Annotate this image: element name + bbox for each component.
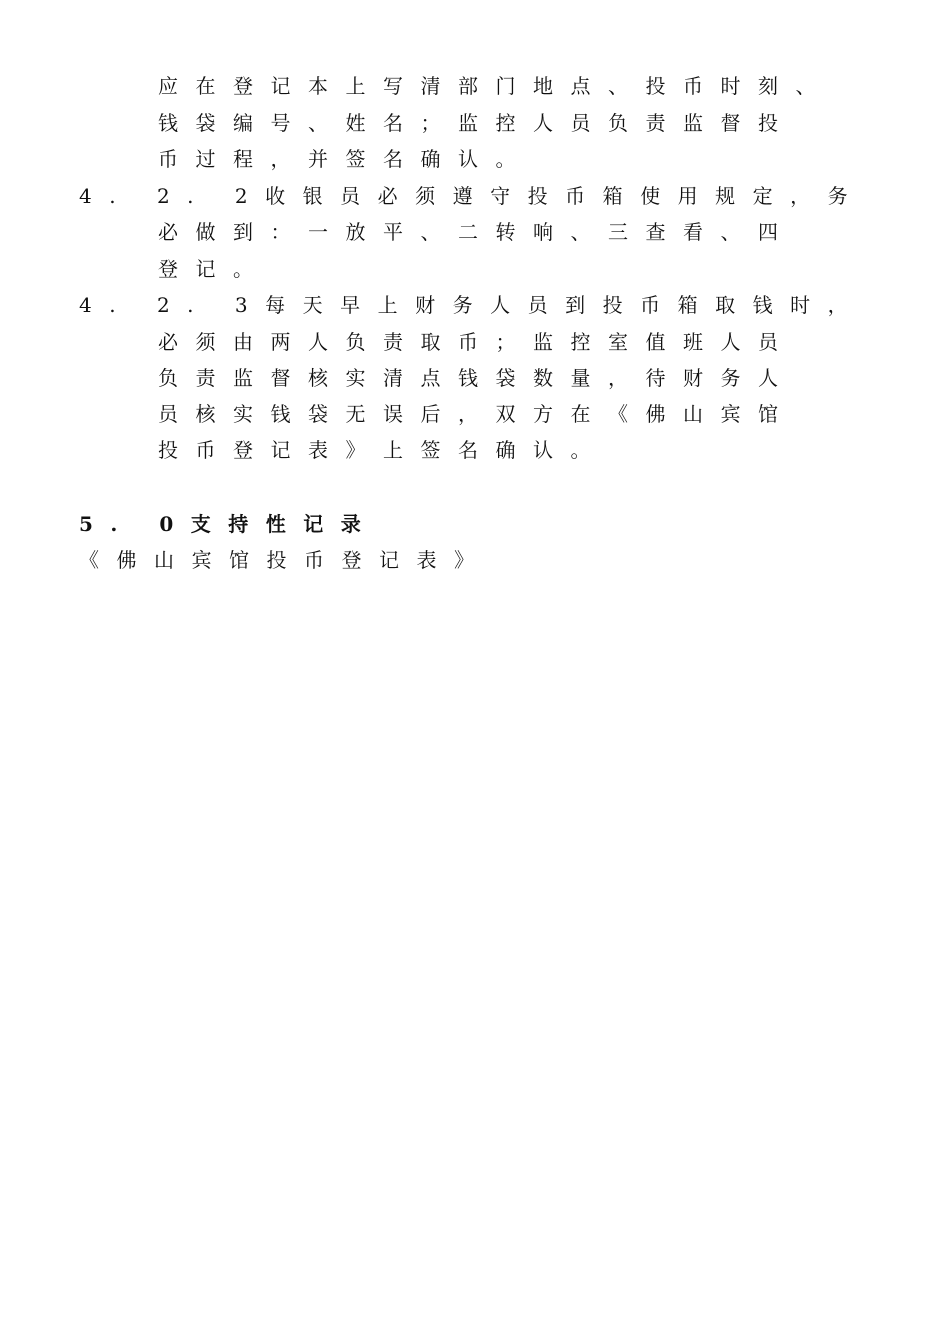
text-line: 员核实钱袋无误后，双方在《佛山宾馆 bbox=[158, 402, 796, 426]
section-heading: 5. 0支持性记录 bbox=[79, 512, 379, 536]
record-item: 《佛山宾馆投币登记表》 bbox=[79, 548, 492, 572]
text-line: 负责监督核实清点钱袋数量，待财务人 bbox=[158, 366, 796, 390]
text-line: 应在登记本上写清部门地点、投币时刻、 bbox=[158, 74, 833, 98]
clause-4-2-2: 4. 2. 2收银员必须遵守投币箱使用规定，务 bbox=[79, 184, 866, 208]
clause-4-2-3: 4. 2. 3每天早上财务人员到投币箱取钱时， bbox=[79, 293, 866, 317]
text-line: 币过程，并签名确认。 bbox=[158, 147, 533, 171]
text-line: 必须由两人负责取币；监控室值班人员 bbox=[158, 330, 796, 354]
text-line: 登记。 bbox=[158, 257, 271, 281]
text-line: 必做到：一放平、二转响、三查看、四 bbox=[158, 220, 796, 244]
text-line: 钱袋编号、姓名；监控人员负责监督投 bbox=[158, 111, 796, 135]
text-line: 投币登记表》上签名确认。 bbox=[158, 438, 608, 462]
